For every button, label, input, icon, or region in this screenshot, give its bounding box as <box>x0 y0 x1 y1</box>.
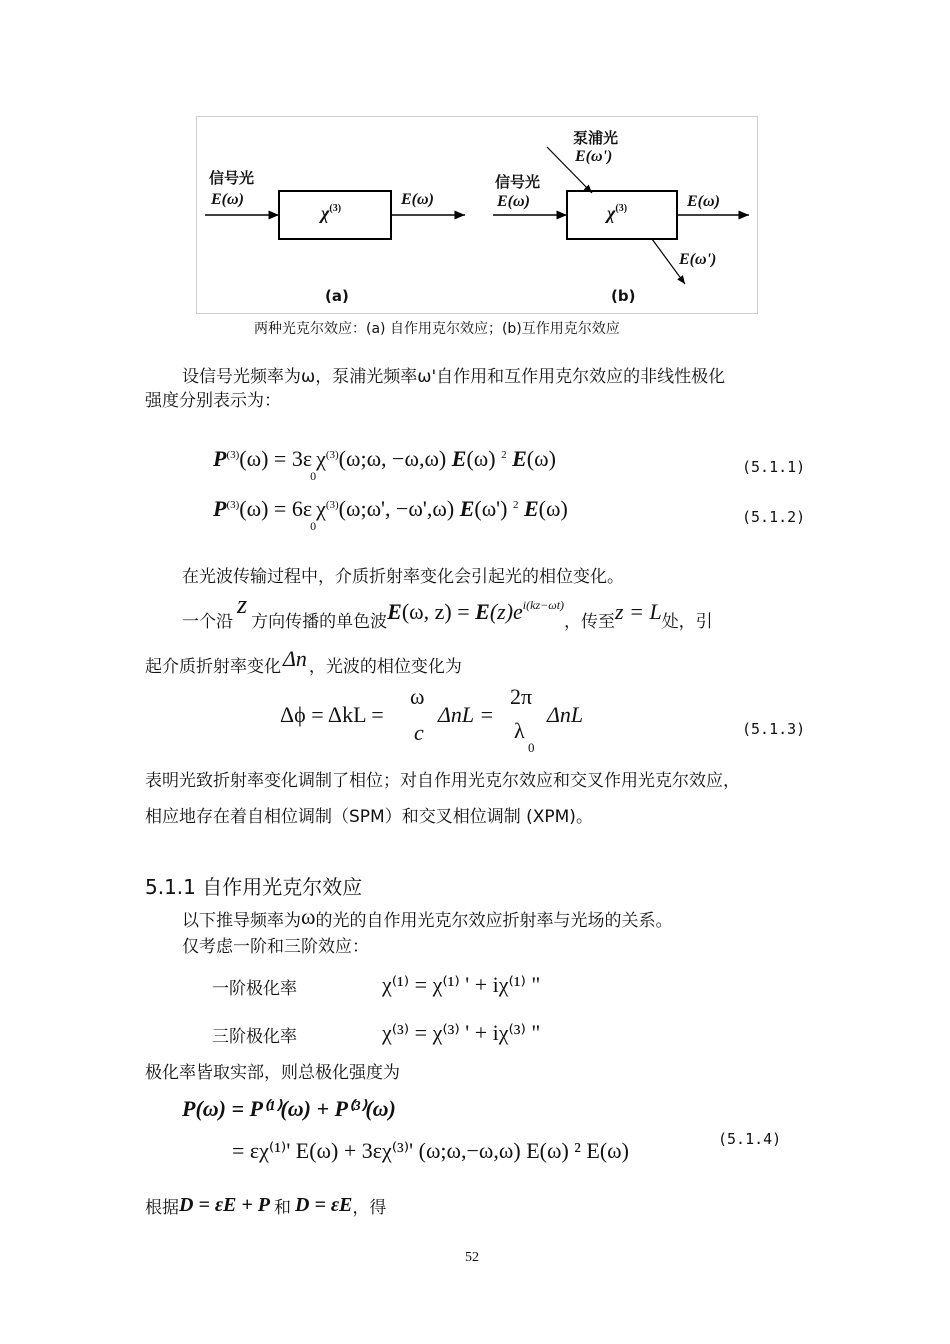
equation-number-5-1-3: (5.1.3) <box>742 720 806 738</box>
para7: 仅考虑一阶和三阶效应： <box>182 937 369 957</box>
figure-label-a: (a) <box>325 287 349 305</box>
chi3-formula: χ⁽³⁾ = χ⁽³⁾ ' + iχ⁽³⁾ " <box>382 1020 541 1045</box>
para9: 根据D = εE + P 和 D = εE，得 <box>145 1194 387 1218</box>
eq513-frac1-den: c <box>414 720 424 745</box>
figure-caption: 两种光克尔效应：(a) 自作用克尔效应；(b)互作用克尔效应 <box>254 321 620 337</box>
equation-5-1-4-line2: = εχ⁽¹⁾' E(ω) + 3εχ⁽³⁾' (ω;ω,−ω,ω) E(ω) ² E(ω) <box>232 1138 629 1163</box>
signal-light-label-b: 信号光 <box>495 173 541 191</box>
eq513-sub0: 0 <box>528 740 535 755</box>
equation-number-5-1-1: (5.1.1) <box>742 458 806 476</box>
equation-number-5-1-4: (5.1.4) <box>718 1130 782 1148</box>
signal-light-label-a: 信号光 <box>209 169 255 187</box>
eq513-mid: ΔnL = <box>438 702 495 727</box>
equation-number-5-1-2: (5.1.2) <box>742 508 806 526</box>
eq513-frac1-num: ω <box>410 684 425 709</box>
page-number: 52 <box>465 1250 479 1265</box>
chi3-label-a: $\chi^{(3)}$ <box>321 203 342 223</box>
eq513-frac2-num: 2π <box>510 684 533 709</box>
pump-out-field-label: E(ω') <box>679 251 717 268</box>
input-field-label-b: E(ω) <box>497 193 530 210</box>
equation-5-1-3-lhs: Δϕ = ΔkL = <box>280 702 384 727</box>
section-title: 5.1.1 自作用光克尔效应 <box>145 875 363 899</box>
para6: 以下推导频率为ω的光的自作用光克尔效应折射率与光场的关系。 <box>182 904 673 931</box>
equation-5-1-2: $P^{(3)}(\omega)$ = $6\varepsilon_0\chi^{(3)}(\omega;\omega'$, −ω',ω) E(ω') $^2$ E(ω) <box>213 496 568 533</box>
chi3-row-label: 三阶极化率 <box>212 1027 297 1047</box>
para5-line2: 相应地存在着自相位调制（SPM）和交叉相位调制 (XPM)。 <box>145 807 593 827</box>
output-field-label-a: E(ω) <box>401 191 434 208</box>
eq513-rhs: ΔnL <box>547 702 584 727</box>
output-field-label-b: E(ω) <box>687 193 720 210</box>
para4: 起介质折射率变化Δn ，光波的相位变化为 <box>145 646 462 677</box>
pump-light-label: 泵浦光 <box>573 129 619 147</box>
para1-line1: 设信号光频率为ω，泵浦光频率ω'自作用和互作用克尔效应的非线性极化 <box>182 367 726 387</box>
chi1-label: 一阶极化率 <box>212 979 297 999</box>
input-field-label-a: E(ω) <box>211 191 244 208</box>
figure-label-b: (b) <box>611 287 636 305</box>
para1-line2: 强度分别表示为： <box>145 391 281 411</box>
para2: 在光波传输过程中，介质折射率变化会引起光的相位变化。 <box>182 567 624 587</box>
figure-kerr-effects <box>196 116 758 314</box>
para5-line1: 表明光致折射率变化调制了相位；对自作用光克尔效应和交叉作用光克尔效应， <box>145 771 740 791</box>
chi1-formula: χ⁽¹⁾ = χ⁽¹⁾ ' + iχ⁽¹⁾ " <box>382 972 541 997</box>
para8: 极化率皆取实部，则总极化强度为 <box>145 1063 400 1083</box>
para3: 一个沿z方向传播的单色波E(ω, $z) = E(z)e^{i(kz-\omega t)}$，传至z = L处，引 <box>182 590 713 632</box>
pump-field-label: E(ω') <box>575 148 613 165</box>
chi3-label-b: $\chi^{(3)}$ <box>607 203 628 223</box>
eq513-frac2-den: λ <box>514 718 525 743</box>
equation-5-1-4-line1: P(ω) = P⁽¹⁾(ω) + P⁽³⁾(ω) <box>182 1096 396 1121</box>
equation-5-1-1: $P^{(3)}(\omega)$ = $3\varepsilon_0\chi^{(3)}(\omega;\omega$, −ω,ω) E(ω) $^2$ E(ω) <box>213 446 556 483</box>
kerr-diagram <box>197 117 757 313</box>
